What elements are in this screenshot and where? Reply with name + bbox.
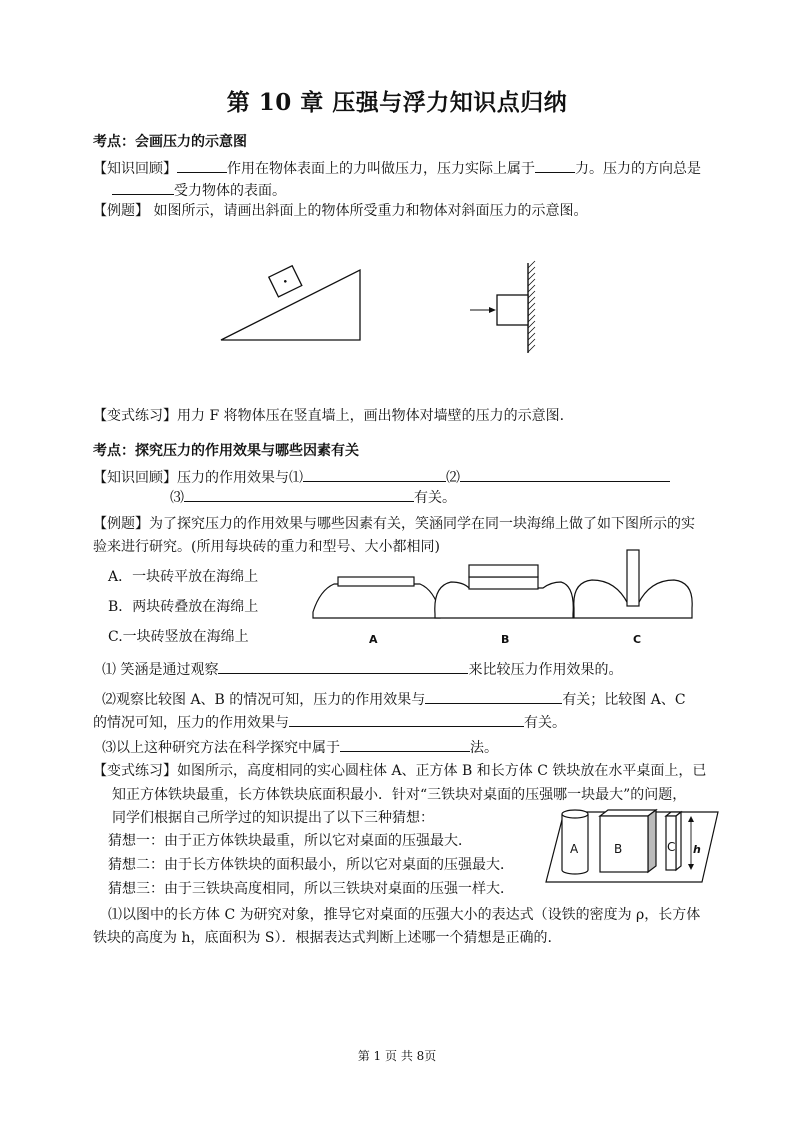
review-tag: 【知识回顾】: [93, 470, 177, 486]
section2-variant-line1: [93, 760, 706, 782]
caption-a: A: [369, 633, 378, 646]
section2-example-line1: [93, 513, 695, 535]
section2-variant-line2: 知正方体铁块最重，长方体铁块底面积最小．针对“三铁块对桌面的压强哪一块最大”的问题，: [112, 787, 687, 803]
variant-tag: 【变式练习】: [93, 763, 177, 779]
answer-blank[interactable]: [535, 157, 575, 173]
answer-blank[interactable]: [460, 466, 670, 482]
section1-review-line2: [112, 179, 286, 202]
final-question-line2: 铁块的高度为 h，底面积为 S）．根据表达式判断上述哪一个猜想是正确的.: [93, 930, 552, 946]
section1-example: [93, 200, 587, 222]
question-2-line2: [93, 711, 566, 734]
label-c: C: [667, 840, 676, 854]
label-h: h: [693, 843, 701, 856]
label-a: A: [570, 842, 579, 856]
wall-figure: [465, 260, 545, 355]
label-b: B: [614, 842, 623, 856]
question-2-line1: [102, 688, 686, 711]
answer-blank[interactable]: [340, 736, 470, 752]
question-text: 法。: [470, 740, 498, 756]
example-text: 为了探究压力的作用效果与哪些因素有关，笑涵同学在同一块海绵上做了如下图所示的实: [149, 516, 695, 532]
question-1: [102, 658, 622, 681]
review-tag: 【知识回顾】: [93, 161, 177, 177]
guess-3: 猜想三：由于三铁块高度相同，所以三铁块对桌面的压强一样大．: [108, 881, 514, 897]
arrow-head: [489, 307, 496, 313]
review-text: 作用在物体表面上的力叫做压力，压力实际上属于: [227, 161, 535, 177]
pressed-block: [497, 295, 528, 325]
variant-text: 如图所示，高度相同的实心圆柱体 A、正方体 B 和长方体 C 铁块放在水平桌面上，已: [177, 763, 707, 779]
wall-hatch: [528, 261, 535, 352]
sponge-a: [313, 577, 440, 618]
brick-upright: [627, 550, 639, 606]
guess-2: 猜想二：由于长方体铁块的面积最小，所以它对桌面的压强最大．: [108, 857, 514, 873]
answer-blank[interactable]: [184, 486, 414, 502]
review-text: 压力的作用效果与⑴: [177, 470, 303, 486]
caption-c: C: [633, 633, 642, 646]
question-text: 的情况可知，压力的作用效果与: [93, 715, 289, 731]
section2-variant-line3: 同学们根据自己所学过的知识提出了以下三种猜想：: [112, 810, 434, 826]
answer-blank[interactable]: [218, 658, 468, 674]
question-text: ⑶以上这种研究方法在科学探究中属于: [102, 740, 340, 756]
guess-1: 猜想一：由于正方体铁块最重，所以它对桌面的压强最大．: [108, 833, 472, 849]
answer-blank[interactable]: [289, 711, 524, 727]
question-text: 来比较压力作用效果的。: [468, 662, 623, 678]
brick-bottom: [469, 577, 538, 589]
option-b: B．两块砖叠放在海绵上: [108, 599, 259, 615]
answer-blank[interactable]: [303, 466, 446, 482]
brick-top: [469, 565, 538, 577]
section2-review-line2: [170, 486, 456, 509]
block-on-incline: [269, 266, 302, 297]
section1-review-line1: [93, 157, 701, 180]
review-text: 有关。: [414, 490, 456, 506]
answer-blank[interactable]: [425, 688, 562, 704]
option-a: A．一块砖平放在海绵上: [108, 569, 259, 585]
sponge-figures: [310, 548, 700, 623]
answer-blank[interactable]: [112, 179, 174, 195]
review-text: ⑵: [446, 470, 460, 486]
option-c: C.一块砖竖放在海绵上: [108, 629, 249, 645]
caption-b: B: [501, 633, 510, 646]
example-tag: 【例题】: [93, 516, 149, 532]
page-title: 第 10 章 压强与浮力知识点归纳: [226, 89, 568, 116]
section1-heading: 考点：会画压力的示意图: [93, 134, 247, 150]
example-text: 如图所示，请画出斜面上的物体所受重力和物体对斜面压力的示意图。: [149, 203, 588, 219]
variant-text: 用力 F 将物体压在竖直墙上，画出物体对墙壁的压力的示意图.: [177, 408, 565, 424]
brick-flat: [338, 577, 414, 586]
question-text: 有关。: [524, 715, 566, 731]
example-tag: 【例题】: [93, 203, 149, 219]
variant-tag: 【变式练习】: [93, 408, 177, 424]
cube-b: [600, 810, 656, 872]
answer-blank[interactable]: [177, 157, 227, 173]
question-text: 有关；比较图 A、C: [562, 692, 686, 708]
question-text: ⑵观察比较图 A、B 的情况可知，压力的作用效果与: [102, 692, 426, 708]
review-text: 力。压力的方向总是: [575, 161, 701, 177]
sponge-c: [574, 550, 692, 618]
section1-variant: [93, 405, 564, 427]
incline-figure: [215, 262, 365, 344]
final-question-line1: ⑴以图中的长方体 C 为研究对象，推导它对桌面的压强大小的表达式（设铁的密度为 ρ，长方体: [108, 907, 701, 923]
review-text: ⑶: [170, 490, 184, 506]
question-3: [102, 736, 498, 759]
question-text: ⑴ 笑涵是通过观察: [102, 662, 219, 678]
page-footer: 第 1 页 共 8页: [357, 1049, 437, 1063]
sponge-b: [435, 565, 573, 618]
section2-heading: 考点：探究压力的作用效果与哪些因素有关: [93, 443, 359, 459]
section2-example-line2: 验来进行研究。(所用每块砖的重力和型号、大小都相同): [93, 539, 440, 555]
review-text: 受力物体的表面。: [174, 183, 286, 199]
